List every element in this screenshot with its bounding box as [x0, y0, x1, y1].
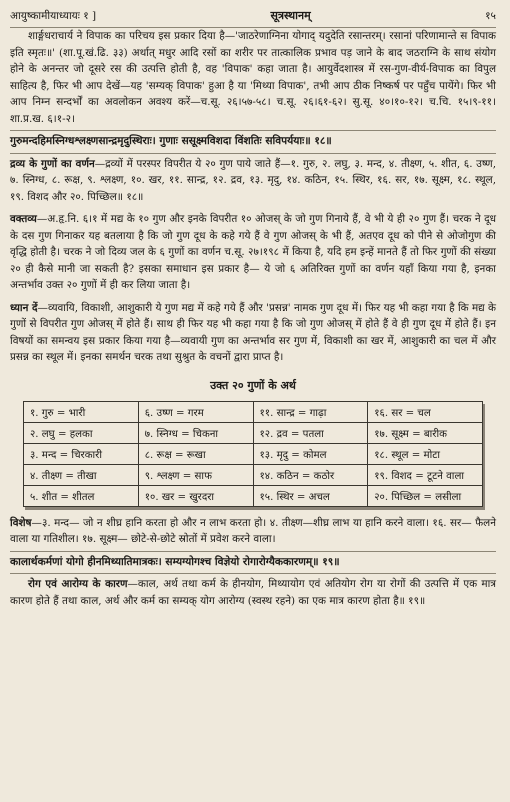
divider	[10, 551, 496, 552]
intro-paragraph: शार्ङ्गधराचार्य ने विपाक का परिचय इस प्रकार दिया है—'जाठरेणाग्निना योगाद् यदुदेति रसान्तरम्। रसानां परिणामान्ते स विपाक इति स्मृतः॥' (शा.पू.खं.ढि. ३३) अर्थात् मधुर आदि रसों का शरीर पर तात्कालिक प्रभाव पड़ जाने के बाद जठराग्नि के साथ संयोग होने के अनन्तर जो दूसरे रस की उत्पत्ति होती है, वह 'विपाक' कहा जाता है। आयुर्वेदशास्त्र में रस-गुण-वीर्य-विपाक का विपुल साहित्य है, फिर भी आप देखें—यह 'सम्यक् विपाक' हुआ है या 'मिथ्या विपाक', तभी आप ठीक निष्कर्ष पर पहुँच पायेंगे। फिर भी आप निम्न सन्दर्भों का अवलोकन अवश्य करें—च.सू. २६।५७-५८। च.सू. २६।६१-६२। सु.सू. ४०।१०-१२। च.चि. १५।९-११। शा.प्र.ख. ६।१-२।	[10, 30, 496, 125]
table-cell: ५. शीत = शीतल	[24, 485, 139, 506]
divider	[10, 153, 496, 154]
table-cell: २०. पिच्छिल = लसीला	[368, 485, 483, 506]
paragraph-heading: ध्यान दें	[10, 301, 38, 314]
paragraph-rog-arogya	[10, 576, 496, 609]
paragraph-heading: वक्तव्य	[10, 213, 37, 225]
table-cell: ४. तीक्ष्ण = तीखा	[24, 464, 139, 485]
sanskrit-verse-19: कालार्थकर्मणां योगो हीनमिथ्यातिमात्रकः। सम्यग्योगश्च विज्ञेयो रोगारोग्यैककारणम्॥ १९॥	[10, 555, 340, 568]
table-row	[24, 485, 483, 506]
paragraph-vishesh	[10, 515, 496, 548]
table-cell: ९. श्लक्ष्ण = साफ	[138, 464, 253, 485]
paragraph-gun-varnan	[10, 156, 496, 206]
table-row	[24, 401, 483, 422]
table-cell: १. गुरु = भारी	[24, 401, 139, 422]
divider	[10, 130, 496, 131]
paragraph-vaktavya	[10, 211, 496, 294]
table-cell: ७. स्निग्ध = चिकना	[138, 422, 253, 443]
table-row	[24, 422, 483, 443]
table-cell: १६. सर = चल	[368, 401, 483, 422]
table-cell: १२. द्रव = पतला	[253, 422, 368, 443]
table-cell: २. लघु = हलका	[24, 422, 139, 443]
page-number: १५	[485, 10, 496, 22]
table-cell: १४. कठिन = कठोर	[253, 464, 368, 485]
table-cell: ६. उष्ण = गरम	[138, 401, 253, 422]
paragraph-body: —अ.हृ.नि. ६।१ में मद्य के १० गुण और इनके विपरीत १० ओजस् के जो गुण गिनाये हैं, वे भी ये ही २० गुण हैं। चरक ने दूध के दस गुण गिनाकर यह बतलाया है कि जो गुण दूध के कहे गये हैं वे गुण ओजस् के भी हैं, अतएव दूध को पीने से ओजोगुण की वृद्धि होती है। चरक ने जो दिव्य जल के ६ गुणों का वर्णन च.सू. २७।१९८ में किया है, यदि हम इन्हें मानते हैं तो फिर गुणों की संख्या २० ही कैसे मानी जा सकती है? इसका समाधान इस प्रकार है— ये जो ६ अतिरिक्त गुणों का वर्णन यहाँ किया गया है, इनका अन्तर्भाव उक्त २० गुणों में ही कर लिया जाता है।	[10, 213, 496, 291]
table-cell: ११. सान्द्र = गाढ़ा	[253, 401, 368, 422]
table-cell: १९. विशद = टूटने वाला	[368, 464, 483, 485]
table-cell: १३. मृदु = कोमल	[253, 443, 368, 464]
section-title: सूत्रस्थानम्	[270, 9, 311, 22]
chapter-running-head: आयुष्कामीयाध्यायः १ ]	[10, 10, 97, 22]
table-title: उक्त २० गुणों के अर्थ	[210, 378, 296, 392]
gun-meaning-table	[23, 401, 483, 507]
sanskrit-verse-18: गुरुमन्दहिमस्निग्धश्लक्ष्णसान्द्रमृदुस्थिराः। गुणाः ससूक्ष्मविशदा विंशतिः सविपर्ययाः॥ १८॥	[10, 135, 332, 147]
paragraph-body: —व्यवायि, विकाशी, आशुकारी ये गुण मद्य में कहे गये हैं और 'प्रसन्न' नामक गुण दूध में। फिर यह भी कहा गया है कि मद्य के गुणों से विपरीत गुण ओजस् में होते हैं। साथ ही फिर यह भी कहा गया है कि जो गुण ओजस् में होते हैं वे ही गुण दूध में होते हैं। इन विषयों का समन्वय इस प्रकार किया गया है—व्यवायी गुण का अन्तर्भाव सर गुण में, विकाशी का खर में, आशुकारी का चल में और प्रसन्न का स्थूल में। इनका समर्थन चरक तथा सुश्रुत के वचनों द्वारा प्राप्त है।	[10, 301, 496, 363]
paragraph-heading: रोग एवं आरोग्य के कारण	[28, 578, 128, 590]
divider	[10, 573, 496, 574]
paragraph-dhyan-den	[10, 300, 496, 366]
paragraph-heading: विशेष	[10, 516, 32, 529]
table-cell: ८. रूक्ष = रूखा	[138, 443, 253, 464]
table-cell: १०. खर = खुरदरा	[138, 485, 253, 506]
table-cell: १८. स्थूल = मोटा	[368, 443, 483, 464]
paragraph-body: —३. मन्द— जो न शीघ्र हानि करता हो और न लाभ करता हो। ४. तीक्ष्ण—शीघ्र लाभ या हानि करने वाला। १६. सर— फैलने वाला या गतिशील। १७. सूक्ष्म— छोटे-से-छोटे स्रोतों में प्रवेश करने वाला।	[10, 516, 496, 545]
table-cell: ३. मन्द = चिरकारी	[24, 443, 139, 464]
table-row	[24, 464, 483, 485]
paragraph-body: —द्रव्यों में परस्पर विपरीत ये २० गुण पाये जाते हैं—१. गुरु, २. लघु, ३. मन्द, ४. तीक्ष्ण, ५. शीत, ६. उष्ण, ७. स्निग्ध, ८. रूक्ष, ९. श्लक्ष्ण, १०. खर, ११. सान्द्र, १२. द्रव, १३. मृदु, १४. कठिन, १५. स्थिर, १६. सर, १७. सूक्ष्म, १८. स्थूल, १९. विशद और २०. पिच्छिल॥ १८॥	[10, 157, 496, 203]
paragraph-body: —काल, अर्थ तथा कर्म के हीनयोग, मिथ्यायोग एवं अतियोग रोग या रोगों की उत्पत्ति में एक मात्र कारण होते हैं तथा काल, अर्थ और कर्म का सम्यक् योग आरोग्य (स्वस्थ रहने) का एक मात्र कारण होता है॥ १९॥	[10, 578, 496, 607]
page-header	[10, 6, 496, 28]
table-cell: १७. सूक्ष्म = बारीक	[368, 422, 483, 443]
table-cell: १५. स्थिर = अचल	[253, 485, 368, 506]
table-row	[24, 443, 483, 464]
paragraph-heading: द्रव्य के गुणों का वर्णन	[10, 157, 95, 170]
